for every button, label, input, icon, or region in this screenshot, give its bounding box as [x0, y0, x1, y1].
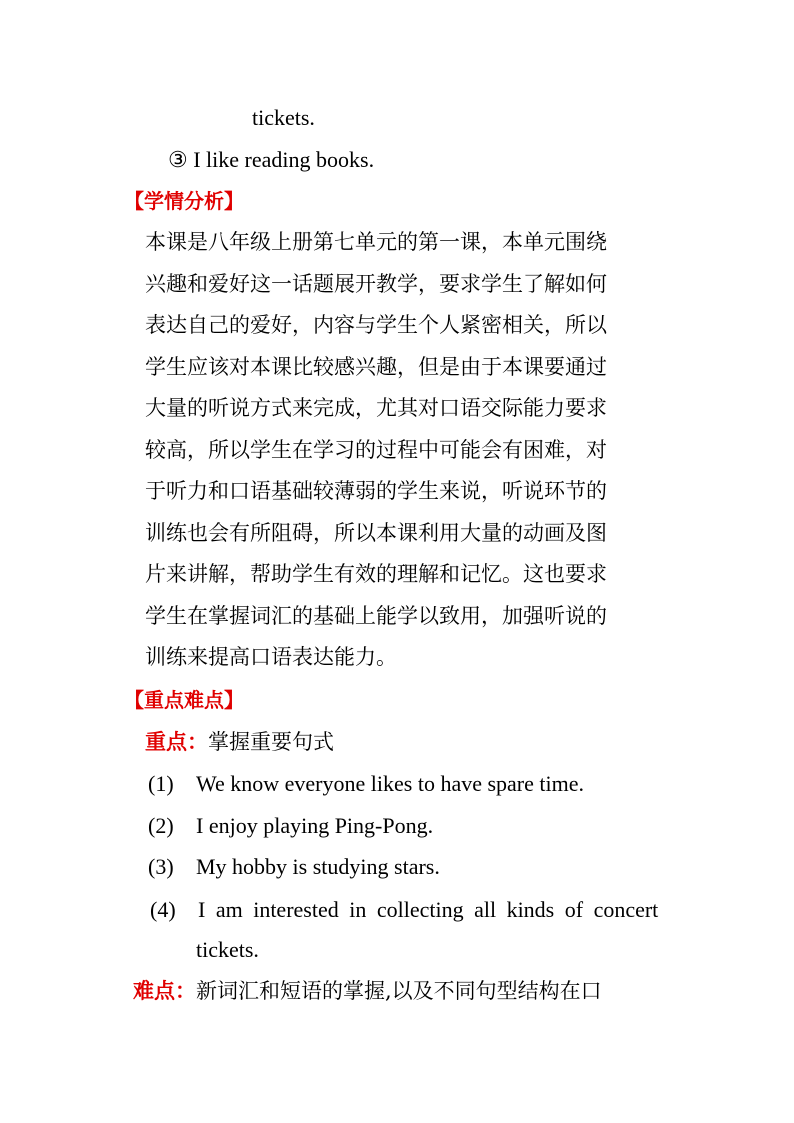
item-number: (1) [148, 771, 174, 796]
item-text: We know everyone likes to have spare time. [196, 771, 584, 796]
item-text: I am interested in collecting all kinds of concert [198, 897, 659, 922]
focus-text: 掌握重要句式 [208, 730, 334, 754]
paragraph-line: 兴趣和爱好这一话题展开教学，要求学生了解如何 [145, 271, 607, 296]
paragraph-line: 较高，所以学生在学习的过程中可能会有困难，对 [145, 437, 607, 462]
item-number: (4) [150, 897, 176, 922]
difficulty-label: 难点： [133, 978, 196, 1003]
paragraph-line: 大量的听说方式来完成，尤其对口语交际能力要求 [145, 396, 607, 420]
section-heading-analysis: 【学情分析】 [124, 189, 244, 213]
difficulty-text: 新词汇和短语的掌握,以及不同句型结构在口 [196, 979, 602, 1003]
paragraph-line: 学生应该对本课比较感兴趣，但是由于本课要通过 [145, 354, 607, 379]
sentence-item-4 [150, 896, 658, 924]
section-heading-key-points: 【重点难点】 [124, 688, 244, 712]
previous-item-tail: tickets. [252, 105, 315, 130]
sentence-item-1 [148, 770, 584, 798]
sentence-item-3 [148, 853, 440, 881]
paragraph-line: 于听力和口语基础较薄弱的学生来说，听说环节的 [145, 479, 607, 503]
list-item-3: ③ I like reading books. [168, 147, 375, 172]
focus-label: 重点： [145, 729, 208, 754]
sentence-item-2 [148, 812, 433, 840]
sentence-item-4-tail: tickets. [196, 937, 259, 962]
paragraph-line: 训练来提高口语表达能力。 [145, 645, 397, 669]
paragraph-line: 表达自己的爱好，内容与学生个人紧密相关，所以 [145, 313, 607, 337]
item-text: My hobby is studying stars. [196, 854, 440, 879]
focus-line [145, 728, 334, 756]
paragraph-line: 本课是八年级上册第七单元的第一课，本单元围绕 [145, 230, 607, 254]
item-text: I enjoy playing Ping-Pong. [196, 813, 434, 838]
paragraph-line: 训练也会有所阻碍，所以本课利用大量的动画及图 [145, 520, 607, 545]
item-number: (2) [148, 813, 174, 838]
paragraph-line: 片来讲解，帮助学生有效的理解和记忆。这也要求 [145, 562, 607, 586]
difficulty-line [133, 977, 602, 1005]
item-number: (3) [148, 854, 174, 879]
paragraph-line: 学生在掌握词汇的基础上能学以致用，加强听说的 [145, 603, 607, 628]
analysis-paragraph [145, 222, 675, 679]
